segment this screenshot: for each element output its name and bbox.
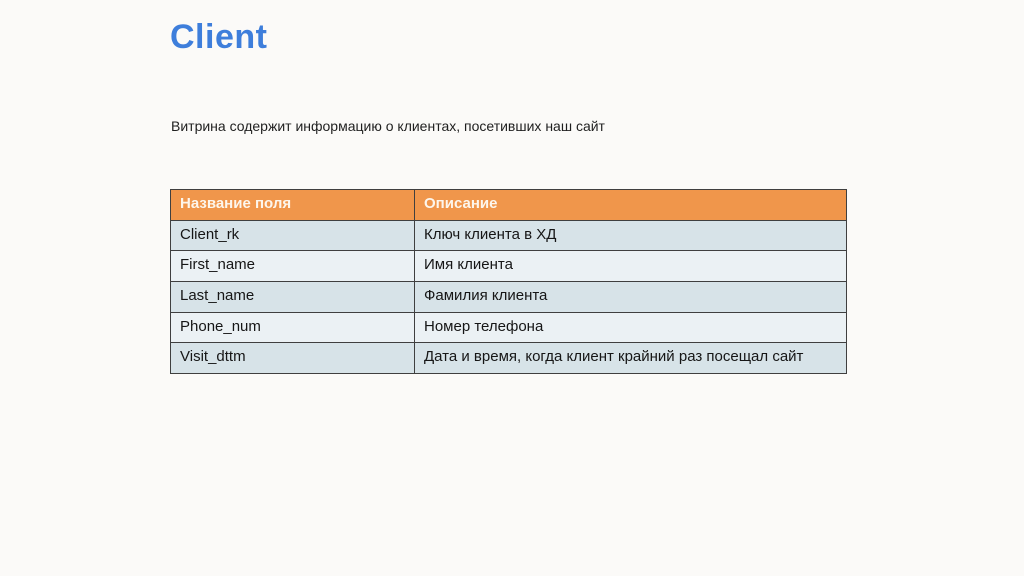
field-name-cell: Visit_dttm xyxy=(171,343,415,374)
table-row xyxy=(171,343,847,374)
slide-title: Client xyxy=(170,18,268,56)
field-name-cell: Client_rk xyxy=(171,220,415,251)
field-description-cell: Фамилия клиента xyxy=(415,282,847,313)
field-description-cell: Дата и время, когда клиент крайний раз посещал сайт xyxy=(415,343,847,374)
table-row xyxy=(171,312,847,343)
table-row xyxy=(171,282,847,313)
field-description-cell: Номер телефона xyxy=(415,312,847,343)
column-header-field-name: Название поля xyxy=(171,190,415,221)
field-description-cell: Имя клиента xyxy=(415,251,847,282)
column-header-description: Описание xyxy=(415,190,847,221)
table-body xyxy=(171,220,847,373)
field-description-table xyxy=(170,189,847,374)
field-name-cell: Last_name xyxy=(171,282,415,313)
field-name-cell: Phone_num xyxy=(171,312,415,343)
table-header-row xyxy=(171,190,847,221)
slide-subtitle: Витрина содержит информацию о клиентах, посетивших наш сайт xyxy=(171,118,605,134)
field-name-cell: First_name xyxy=(171,251,415,282)
field-description-cell: Ключ клиента в ХД xyxy=(415,220,847,251)
table-row xyxy=(171,251,847,282)
table-row xyxy=(171,220,847,251)
